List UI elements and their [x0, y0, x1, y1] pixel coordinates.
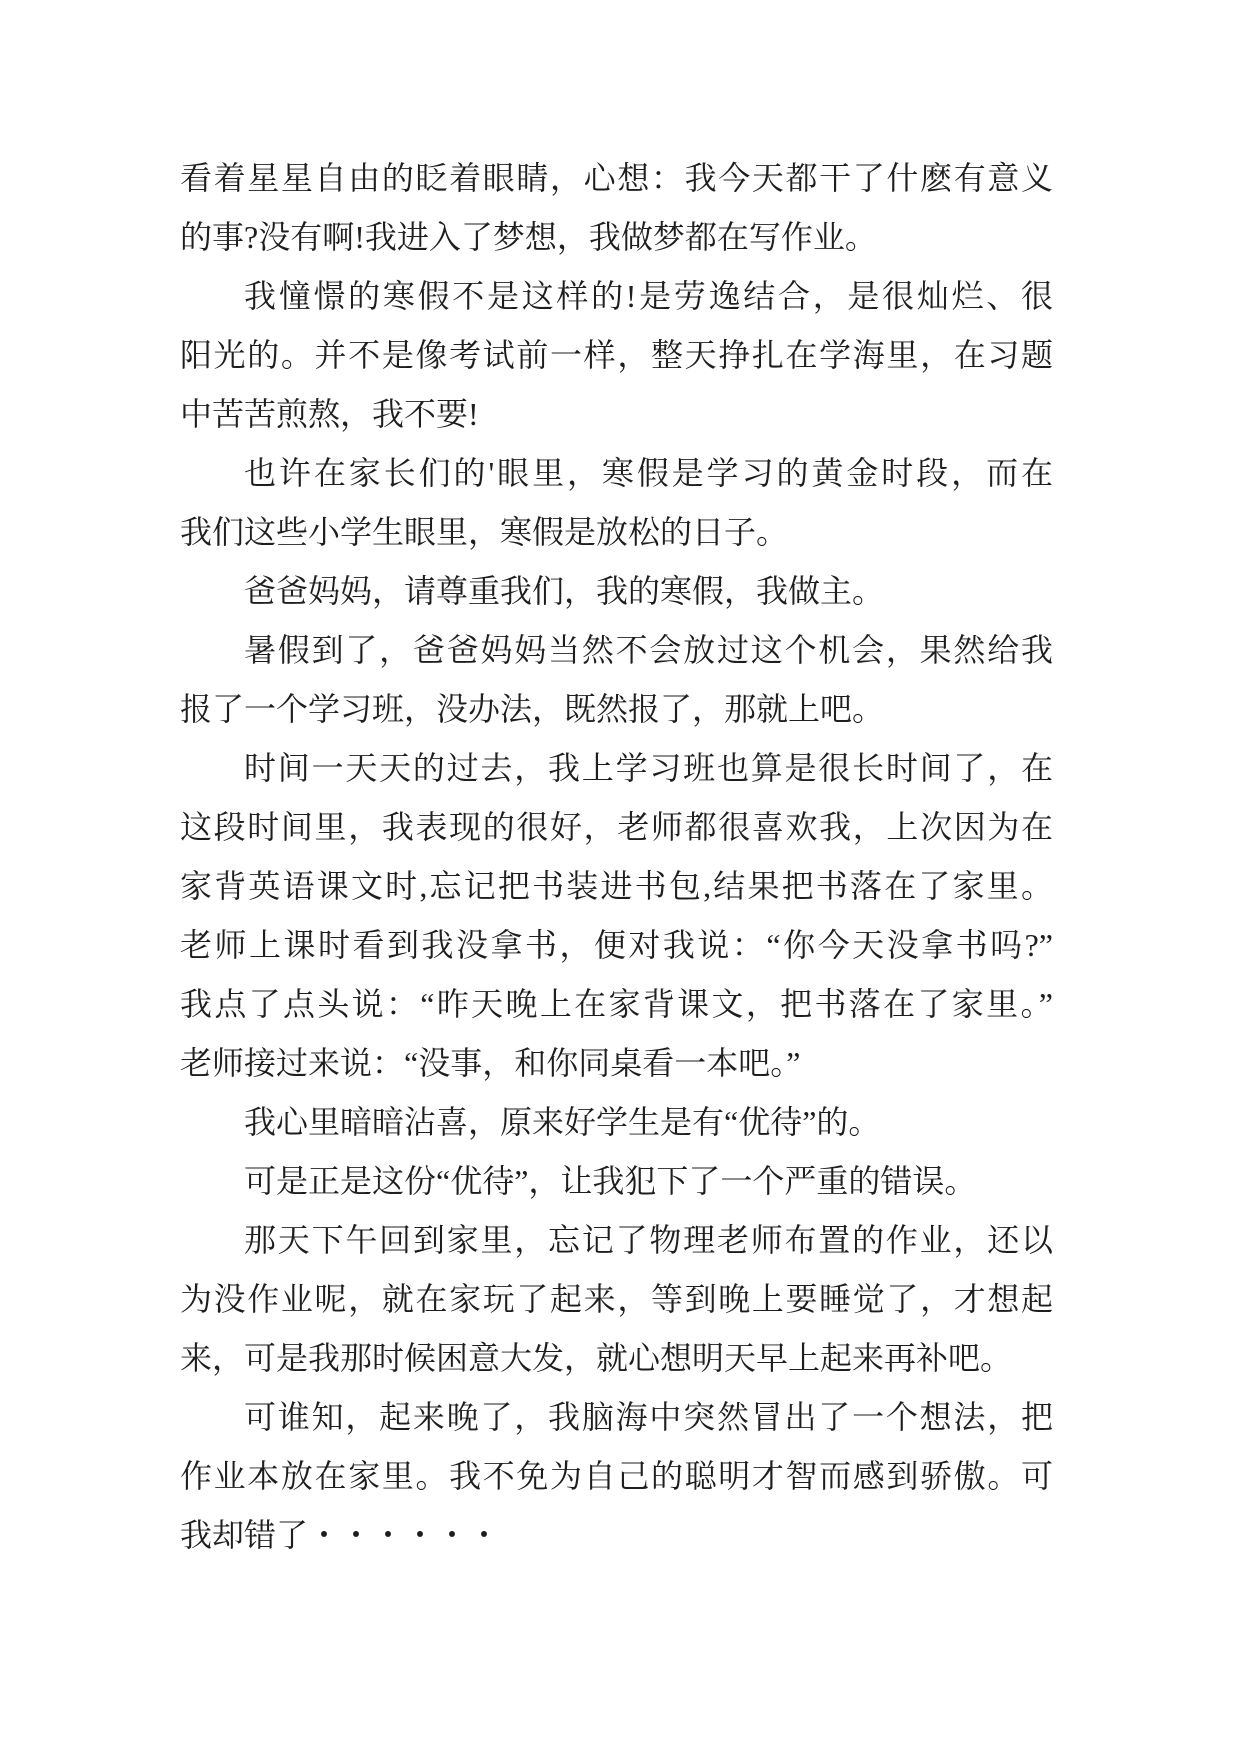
- paragraph: [180, 1152, 1053, 1211]
- text-line: 可是正是这份“优待”，让我犯下了一个严重的错误。: [244, 1163, 977, 1199]
- text-line: 暑假到了，爸爸妈妈当然不会放过这个机会，果然给我: [244, 632, 1053, 668]
- text-line: 我却错了・・・・・・: [180, 1517, 501, 1553]
- paragraph: [180, 149, 1053, 267]
- paragraph: [180, 621, 1053, 739]
- text-line: 爸爸妈妈，请尊重我们，我的寒假，我做主。: [244, 573, 885, 609]
- text-line: 的事?没有啊!我进入了梦想，我做梦都在写作业。: [180, 219, 877, 255]
- paragraph: [180, 1388, 1053, 1565]
- paragraph: [180, 739, 1053, 1093]
- paragraph: [180, 1093, 1053, 1152]
- text-line: 中苦苦煎熬，我不要!: [180, 396, 479, 432]
- text-line: 这段时间里，我表现的很好，老师都很喜欢我，上次因为在: [180, 809, 1053, 845]
- text-line: 可谁知，起来晚了，我脑海中突然冒出了一个想法，把: [244, 1399, 1053, 1435]
- paragraph: [180, 1211, 1053, 1388]
- text-line: 报了一个学习班，没办法，既然报了，那就上吧。: [180, 691, 885, 727]
- text-line: 为没作业呢，就在家玩了起来，等到晚上要睡觉了，才想起: [180, 1281, 1053, 1317]
- paragraph: [180, 267, 1053, 444]
- text-line: 阳光的。并不是像考试前一样，整天挣扎在学海里，在习题: [180, 337, 1053, 373]
- text-line: 也许在家长们的'眼里，寒假是学习的黄金时段，而在: [244, 455, 1053, 491]
- text-line: 老师上课时看到我没拿书，便对我说：“你今天没拿书吗?”: [180, 927, 1053, 963]
- text-line: 我憧憬的寒假不是这样的!是劳逸结合，是很灿烂、很: [244, 278, 1053, 314]
- paragraph: [180, 562, 1053, 621]
- text-line: 老师接过来说：“没事，和你同桌看一本吧。”: [180, 1045, 801, 1081]
- text-line: 作业本放在家里。我不免为自己的聪明才智而感到骄傲。可: [180, 1458, 1053, 1494]
- text-line: 那天下午回到家里，忘记了物理老师布置的作业，还以: [244, 1222, 1053, 1258]
- text-line: 我们这些小学生眼里，寒假是放松的日子。: [180, 514, 789, 550]
- text-line: 看着星星自由的眨着眼睛，心想：我今天都干了什麽有意义: [180, 160, 1053, 196]
- text-line: 家背英语课文时,忘记把书装进书包,结果把书落在了家里。: [180, 868, 1053, 904]
- paragraph: [180, 444, 1053, 562]
- text-line: 我点了点头说：“昨天晚上在家背课文，把书落在了家里。”: [180, 986, 1053, 1022]
- text-line: 我心里暗暗沾喜，原来好学生是有“优待”的。: [244, 1104, 881, 1140]
- essay-content: [180, 149, 1053, 1565]
- text-line: 来，可是我那时候困意大发，就心想明天早上起来再补吧。: [180, 1340, 1013, 1376]
- text-line: 时间一天天的过去，我上学习班也算是很长时间了，在: [244, 750, 1053, 786]
